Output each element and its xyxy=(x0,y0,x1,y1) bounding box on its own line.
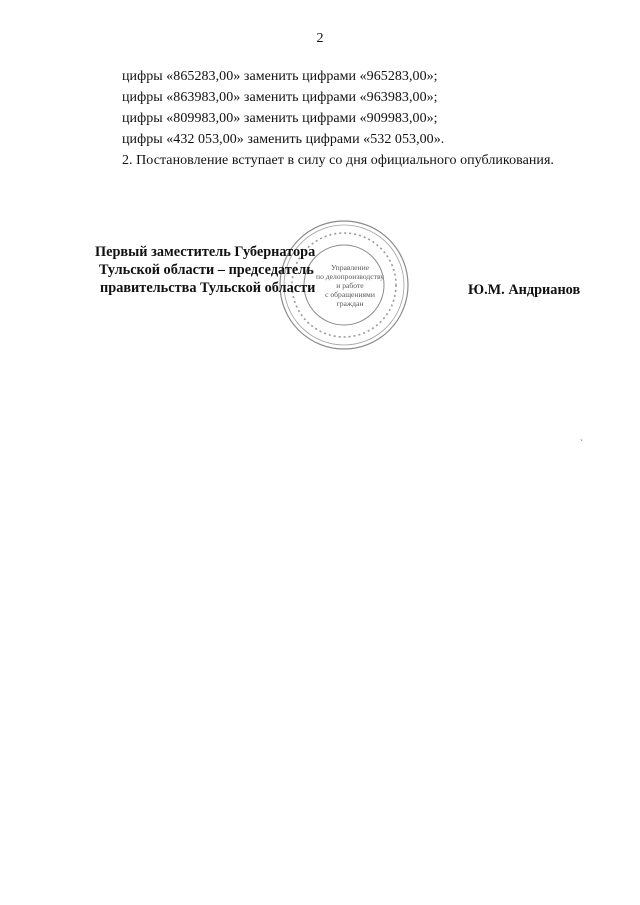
stray-mark: ` xyxy=(580,438,583,448)
amendment-line-3: цифры «809983,00» заменить цифрами «909983,00»; xyxy=(122,111,438,126)
page-number: 2 xyxy=(316,31,324,46)
amendment-line-4: цифры «432 053,00» заменить цифрами «532 053,00». xyxy=(122,132,445,147)
signer-position-line-3: правительства Тульской области xyxy=(100,280,316,296)
stamp-line: Управление xyxy=(330,263,370,272)
stamp-line: граждан xyxy=(336,299,364,308)
amendment-line-1: цифры «865283,00» заменить цифрами «965283,00»; xyxy=(122,69,438,84)
stamp-line: по делопроизводству xyxy=(316,272,385,281)
stamp-line: с обращениями xyxy=(325,290,375,299)
stamp-line: и работе xyxy=(336,281,364,290)
effective-clause: 2. Постановление вступает в силу со дня официального опубликования. xyxy=(122,153,554,168)
signer-position-line-1: Первый заместитель Губернатора xyxy=(95,244,316,260)
stamp-inner-text xyxy=(316,263,384,308)
signer-name: Ю.М. Андрианов xyxy=(468,282,581,298)
amendment-line-2: цифры «863983,00» заменить цифрами «963983,00»; xyxy=(122,90,438,105)
signer-position-line-2: Тульской области – председатель xyxy=(99,262,314,278)
